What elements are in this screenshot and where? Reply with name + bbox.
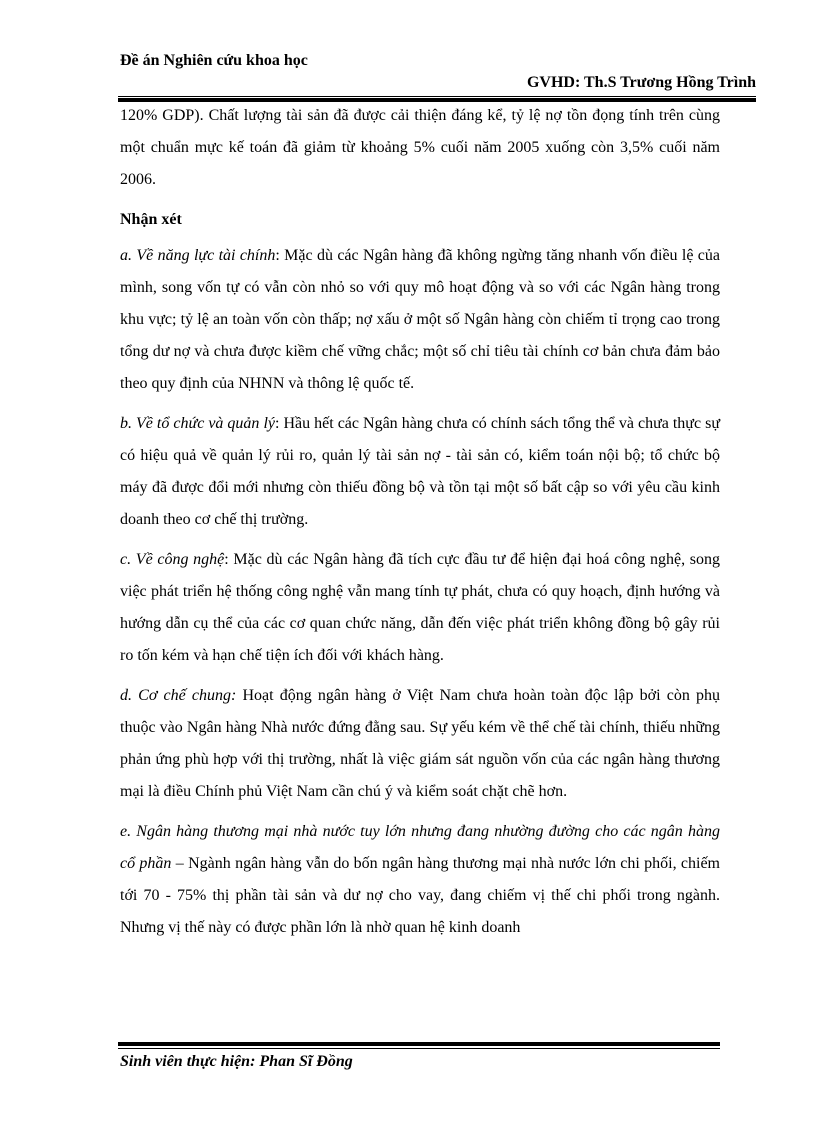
paragraph-lead: a. Về năng lực tài chính <box>120 247 276 264</box>
paragraph-financial-capacity <box>120 240 720 400</box>
paragraph-lead: d. Cơ chế chung: <box>120 687 237 704</box>
footer-divider-thick <box>118 1042 720 1046</box>
paragraph-organization-management <box>120 408 720 536</box>
paragraph-text: : Hầu hết các Ngân hàng chưa có chính sách tổng thể và chưa thực sự có hiệu quả về quản lý rủi ro, quản lý tài sản nợ - tài sản có, kiểm toán nội bộ; tổ chức bộ máy đã được đổi mới nhưng còn thiếu đồng bộ và tồn tại một số bất cập so với yêu cầu kinh doanh theo cơ chế thị trường. <box>120 415 720 528</box>
paragraph-lead: b. Về tổ chức và quản lý <box>120 415 275 432</box>
paragraph-text: : Mặc dù các Ngân hàng đã không ngừng tăng nhanh vốn điều lệ của mình, song vốn tự có vẫn còn nhỏ so với quy mô hoạt động và so với các Ngân hàng trong khu vực; tỷ lệ an toàn vốn còn thấp; nợ xấu ở một số Ngân hàng còn chiếm tỉ trọng cao trong tổng dư nợ và chưa được kiềm chế vững chắc; một số chỉ tiêu tài chính cơ bản chưa đảm bảo theo quy định của NHNN và thông lệ quốc tế. <box>120 247 721 392</box>
paragraph-text: : Mặc dù các Ngân hàng đã tích cực đầu tư để hiện đại hoá công nghệ, song việc phát triển hệ thống công nghệ vẫn mang tính tự phát, chưa có quy hoạch, định hướng và hướng dẫn cụ thể của các cơ quan chức năng, dẫn đến việc phát triển không đồng bộ gây rủi ro tốn kém và hạn chế tiện ích đối với khách hàng. <box>120 551 720 664</box>
paragraph-general-mechanism <box>120 680 720 808</box>
paragraph-state-banks <box>120 816 720 944</box>
document-body <box>120 100 720 952</box>
student-footer: Sinh viên thực hiện: Phan Sĩ Đồng <box>120 1053 353 1070</box>
paragraph-text: – Ngành ngân hàng vẫn do bốn ngân hàng thương mại nhà nước lớn chi phối, chiếm tới 70 - 75% thị phần tài sản và dư nợ cho vay, đang chiếm vị thế chi phối trong ngành. Nhưng vị thế này có được phần lớn là nhờ quan hệ kinh doanh <box>120 855 721 936</box>
paragraph-lead: c. Về công nghệ <box>120 551 225 568</box>
intro-paragraph: 120% GDP). Chất lượng tài sản đã được cải thiện đáng kể, tỷ lệ nợ tồn đọng tính trên cùng một chuẩn mực kế toán đã giảm từ khoảng 5% cuối năm 2005 xuống còn 3,5% cuối năm 2006. <box>120 107 720 188</box>
section-heading: Nhận xét <box>120 211 182 228</box>
paragraph-technology <box>120 544 720 672</box>
paragraph-lead: e. Ngân hàng thương mại nhà nước tuy lớn nhưng đang nhường đường cho các ngân hàng cổ phần <box>120 823 720 872</box>
document-header-title: Đề án Nghiên cứu khoa học <box>120 52 308 69</box>
header-divider-thin <box>118 96 756 97</box>
footer-divider-thin <box>118 1048 720 1049</box>
supervisor-label: GVHD: Th.S Trương Hồng Trình <box>526 74 756 91</box>
paragraph-text: Hoạt động ngân hàng ở Việt Nam chưa hoàn toàn độc lập bởi còn phụ thuộc vào Ngân hàng Nhà nước đứng đằng sau. Sự yếu kém về thể chế tài chính, thiếu những phản ứng phù hợp với thị trường, nhất là việc giám sát nguồn vốn của các ngân hàng thương mại là điều Chính phủ Việt Nam cần chú ý và kiểm soát chặt chẽ hơn. <box>120 687 720 800</box>
